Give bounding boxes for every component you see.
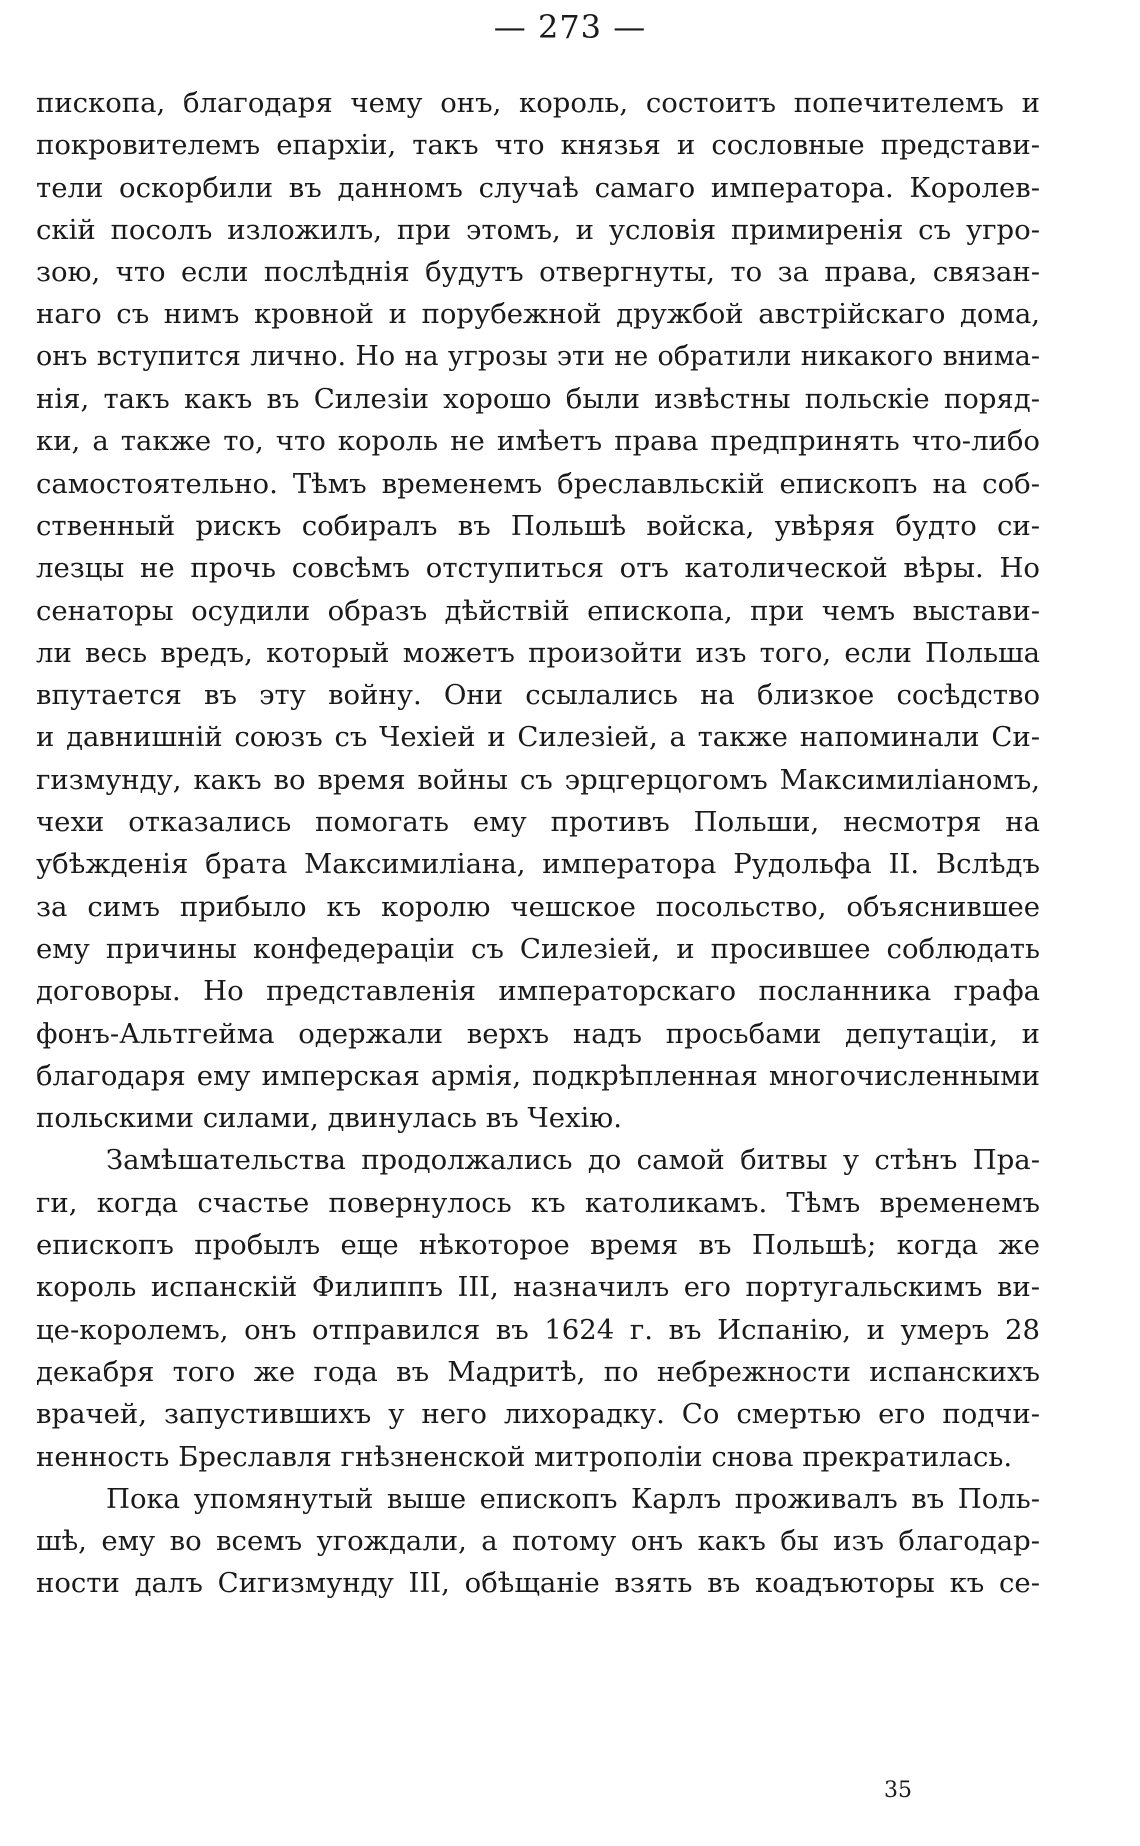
text-line: онъ вступится лично. Но на угрозы эти не обратили никакого внима-	[36, 340, 1040, 372]
text-line: польскими силами, двинулась въ Чехію.	[36, 1102, 622, 1135]
text-line: наго съ нимъ кровной и порубежной дружбой австрійскаго дома,	[36, 298, 1040, 331]
text-line: нія, такъ какъ въ Силезіи хорошо были извѣстны польскіе поряд-	[36, 383, 1040, 416]
text-line: тели оскорбили въ данномъ случаѣ самаго императора. Королев-	[36, 171, 1040, 204]
text-line: це-королемъ, онъ отправился въ 1624 г. въ Испанію, и умеръ 28	[36, 1313, 1040, 1346]
text-line: ли весь вредъ, который можетъ произойти изъ того, если Польша	[36, 636, 1040, 669]
text-line: фонъ-Альтгейма одержали верхъ надъ просьбами депутаціи, и	[36, 1017, 1040, 1050]
text-line: декабря того же года въ Мадритѣ, по небрежности испанскихъ	[36, 1355, 1040, 1388]
text-line: благодаря ему имперская армія, подкрѣпленная многочисленными	[36, 1059, 1040, 1092]
text-line: самостоятельно. Тѣмъ временемъ бреславльскій епископъ на соб-	[36, 467, 1040, 500]
text-line: зою, что если послѣднія будутъ отвергнуты, то за права, связан-	[36, 256, 1040, 289]
text-line: договоры. Но представленія императорскаго посланника графа	[36, 975, 1040, 1008]
text-line: ги, когда счастье повернулось къ католикамъ. Тѣмъ временемъ	[36, 1186, 1040, 1219]
text-line: пископа, благодаря чему онъ, король, состоитъ попечителемъ и	[36, 87, 1040, 119]
text-line: ственный рискъ собиралъ въ Польшѣ войска, увѣряя будто си-	[36, 509, 1040, 542]
text-line: и давнишній союзъ съ Чехіей и Силезіей, а также напоминали Си-	[36, 721, 1040, 754]
text-line: король испанскій Филиппъ III, назначилъ его португальскимъ ви-	[36, 1271, 1040, 1304]
body-text	[36, 82, 1040, 1605]
text-line: ки, а также то, что король не имѣетъ права предпринять что-либо	[36, 425, 1040, 458]
text-line: убѣжденія брата Максимиліана, императора Рудольфа II. Вслѣдъ	[36, 848, 1040, 881]
text-line: Замѣшательства продолжались до самой битвы у стѣнъ Пра-	[106, 1144, 1040, 1177]
text-line: сенаторы осудили образъ дѣйствій епископа, при чемъ выстави-	[36, 594, 1040, 627]
text-line: ему причины конфедераціи съ Силезіей, и просившее соблюдать	[36, 932, 1040, 965]
text-line: ненность Бреславля гнѣзненской митрополіи снова прекратилась.	[36, 1440, 1013, 1473]
page-number: — 273 —	[493, 8, 647, 46]
text-line: чехи отказались помогать ему противъ Польши, несмотря на	[36, 806, 1040, 839]
text-line: Пока упомянутый выше епископъ Карлъ проживалъ въ Поль-	[106, 1482, 1040, 1515]
text-line: гизмунду, какъ во время войны съ эрцгерцогомъ Максимиліаномъ,	[36, 763, 1040, 796]
text-line: епископъ пробылъ еще нѣкоторое время въ Польшѣ; когда же	[36, 1229, 1040, 1262]
text-line: покровителемъ епархіи, такъ что князья и сословные представи-	[36, 129, 1040, 162]
printer-signature-mark: 35	[884, 1778, 912, 1803]
text-line: лезцы не прочь совсѣмъ отступиться отъ католической вѣры. Но	[36, 552, 1040, 585]
text-line: шѣ, ему во всемъ угождали, а потому онъ какъ бы изъ благодар-	[36, 1525, 1040, 1558]
text-line: ности далъ Сигизмунду III, обѣщаніе взять въ коадъюторы къ се-	[36, 1567, 1040, 1600]
text-line: впутается въ эту войну. Они ссылались на близкое сосѣдство	[36, 679, 1040, 712]
text-line: скій посолъ изложилъ, при этомъ, и условія примиренія съ угро-	[36, 213, 1040, 246]
text-line: за симъ прибыло къ королю чешское посольство, объяснившее	[36, 890, 1040, 923]
text-line: врачей, запустившихъ у него лихорадку. Со смертью его подчи-	[36, 1398, 1040, 1431]
